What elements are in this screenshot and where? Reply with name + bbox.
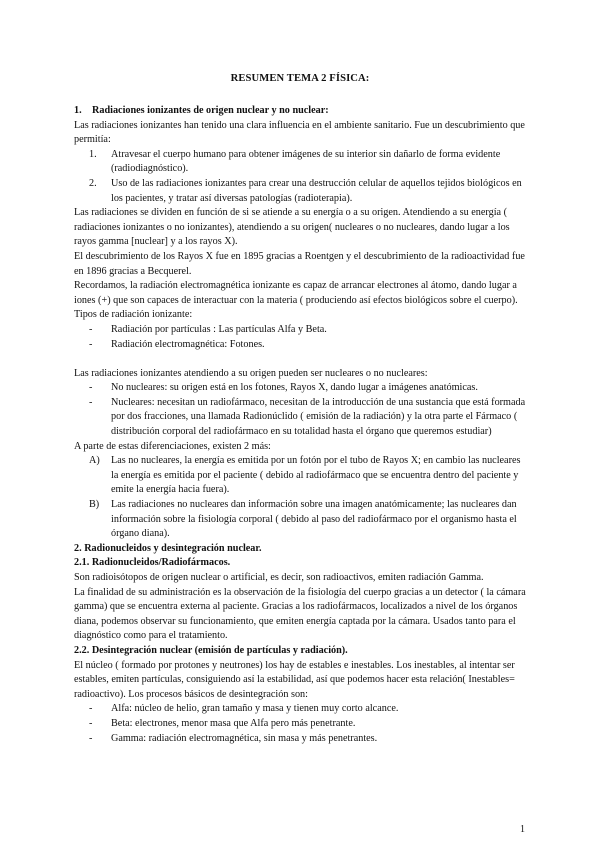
paragraph-discovery: El descubrimiento de los Rayos X fue en 1895 gracias a Roentgen y el descubrimiento de la radioactividad fue en 1896 gracias a Becquerel. — [74, 250, 525, 277]
list-item — [74, 148, 526, 177]
list-item — [74, 323, 526, 338]
section-1-intro: Las radiaciones ionizantes han tenido una clara influencia en el ambiente sanitario. Fue un descubrimiento que permitía: — [74, 119, 525, 146]
list-marker: A) — [89, 455, 100, 467]
list-item — [74, 177, 526, 206]
list-item-text: Atravesar el cuerpo humano para obtener imágenes de su interior sin dañarlo de forma evidente (radiodiagnóstico). — [111, 148, 501, 175]
list-item — [74, 454, 526, 498]
subsection-2-1-heading: 2.1. Radionucleidos/Radiofármacos. — [74, 557, 231, 569]
list-item-text: Las no nucleares, la energía es emitida por un fotón por el tubo de Rayos X; en cambio las nucleares la energía es emitida por el paciente ( debido al radiofármaco que se encuentra dentro del paciente y emite la energía hacia fuera). — [111, 455, 521, 496]
blank-line — [74, 352, 526, 367]
list-item — [74, 396, 526, 440]
list-marker: - — [89, 396, 93, 408]
paragraph-recall: Recordamos, la radiación electromagnética ionizante es capaz de arrancar electrones al átomo, dando lugar a iones (+) que son capaces de interactuar con la materia ( produciendo así efectos biológicos sobre el cuerpo). — [74, 280, 518, 306]
list-marker: - — [89, 338, 93, 350]
section-1-number: 1. — [74, 105, 82, 116]
types-label: Tipos de radiación ionizante: — [74, 309, 193, 321]
list-marker: - — [89, 717, 93, 729]
list-item-text: Las radiaciones no nucleares dan información sobre una imagen anatómicamente; las nucleares dan información sobre la fisiología corporal ( debido al paso del radiofármaco por el organismo hasta el órgano diana). — [111, 499, 517, 540]
list-item-text: Nucleares: necesitan un radiofármaco, necesitan de la introducción de una sustancia que está formada por dos fracciones, una llamada Radionúclido ( emisión de la radiación) y la otra parte el Fármaco ( distribución corporal del radiofármaco en su totalidad hasta el órgano que queremos estudiar) — [111, 396, 526, 438]
list-item — [74, 732, 526, 747]
subsection-2-2-heading: 2.2. Desintegración nuclear (emisión de partículas y radiación). — [74, 644, 348, 656]
list-item — [74, 338, 526, 353]
list-item-text: Beta: electrones, menor masa que Alfa pero más penetrante. — [111, 717, 356, 729]
list-marker: 2. — [89, 177, 97, 189]
document-body — [74, 104, 526, 746]
subsection-2-2-paragraph-1: El núcleo ( formado por protones y neutrones) los hay de estables e inestables. Los inestables, al intentar ser estables, emiten partículas, consiguiendo así la estabilidad, así que podemos hacer esta relación( Inestables= radioactivo). Los procesos básicos de desintegración son: — [74, 659, 515, 700]
uses-list — [74, 148, 526, 206]
list-marker: 1. — [89, 148, 97, 160]
document-title: RESUMEN TEMA 2 FÍSICA: — [230, 73, 370, 84]
origin-intro: Las radiaciones ionizantes atendiendo a su origen pueden ser nucleares o no nucleares: — [74, 367, 428, 379]
list-marker: - — [89, 732, 93, 744]
origins-list — [74, 381, 526, 439]
list-item-text: No nucleares: su origen está en los fotones, Rayos X, dando lugar a imágenes anatómicas. — [111, 382, 478, 394]
processes-list — [74, 702, 526, 746]
list-item — [74, 381, 526, 396]
list-item — [74, 702, 526, 717]
section-1-heading-text: Radiaciones ionizantes de origen nuclear y no nuclear: — [92, 105, 329, 116]
subsection-2-1-paragraph-1: Son radioisótopos de origen nuclear o artificial, es decir, son radioactivos, emiten radiación Gamma. — [74, 572, 484, 583]
list-marker: - — [89, 382, 93, 394]
diffs-list — [74, 454, 526, 542]
list-marker: - — [89, 703, 93, 715]
subsection-2-1-paragraph-2: La finalidad de su administración es la observación de la fisiología del cuerpo gracias a un detector ( la cámara gamma) que se encuentra externa al paciente. Gracias a los radiofármacos, localizados a nivel de los órganos diana, podemos observar su funcionamiento, que emiten energía captada por la cámara. Usados tanto para el diagnóstico como para el tratamiento. — [74, 586, 526, 642]
list-item — [74, 717, 526, 732]
list-marker: - — [89, 323, 93, 335]
list-item — [74, 498, 526, 542]
paragraph-division: Las radiaciones se dividen en función de si se atiende a su energía o a su origen. Atendiendo a su energía ( radiaciones ionizantes o no ionizantes), atendiendo a su origen( nucleares o no nucleares, dando lugar a los rayos gamma [nuclear] y a los rayos X). — [74, 207, 510, 248]
diff-intro: A parte de estas diferenciaciones, existen 2 más: — [74, 440, 271, 452]
page-number: 1 — [520, 824, 525, 835]
list-item-text: Uso de las radiaciones ionizantes para crear una destrucción celular de aquellos tejidos biológicos en los pacientes, y tratar así diversas patologías (radioterapia). — [111, 177, 522, 204]
list-item-text: Radiación electromagnética: Fotones. — [111, 338, 265, 350]
section-1-heading — [74, 104, 526, 119]
list-marker: B) — [89, 499, 100, 511]
list-item-text: Alfa: núcleo de helio, gran tamaño y masa y tienen muy corto alcance. — [111, 703, 399, 715]
list-item-text: Gamma: radiación electromagnética, sin masa y más penetrantes. — [111, 732, 378, 744]
list-item-text: Radiación por partículas : Las partículas Alfa y Beta. — [111, 323, 327, 335]
types-list — [74, 323, 526, 352]
section-2-heading: 2. Radionucleidos y desintegración nuclear. — [74, 542, 262, 554]
